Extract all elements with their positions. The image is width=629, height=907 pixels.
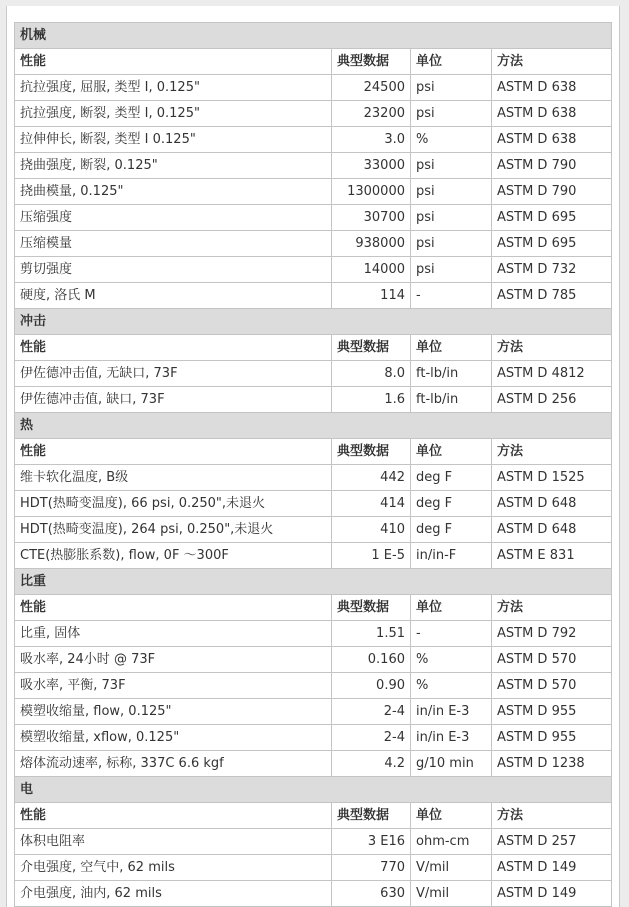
value-cell: 0.90 <box>332 673 411 699</box>
method-cell: ASTM E 831 <box>492 543 612 569</box>
table-row <box>15 101 612 127</box>
unit-cell: V/mil <box>411 881 492 907</box>
property-cell: 吸水率, 平衡, 73F <box>15 673 332 699</box>
method-cell: ASTM D 1525 <box>492 465 612 491</box>
value-cell: 410 <box>332 517 411 543</box>
header-typical-value: 典型数据 <box>332 803 411 829</box>
unit-cell: deg F <box>411 491 492 517</box>
table-row <box>15 283 612 309</box>
header-typical-value: 典型数据 <box>332 439 411 465</box>
unit-cell: deg F <box>411 517 492 543</box>
value-cell: 1300000 <box>332 179 411 205</box>
method-cell: ASTM D 4812 <box>492 361 612 387</box>
unit-cell: psi <box>411 101 492 127</box>
table-row <box>15 257 612 283</box>
value-cell: 1.6 <box>332 387 411 413</box>
section-heading-row <box>15 777 612 803</box>
method-cell: ASTM D 955 <box>492 725 612 751</box>
unit-cell: g/10 min <box>411 751 492 777</box>
unit-cell: in/in E-3 <box>411 725 492 751</box>
section-heading-row <box>15 23 612 49</box>
table-row <box>15 543 612 569</box>
header-method: 方法 <box>492 49 612 75</box>
property-cell: 体积电阻率 <box>15 829 332 855</box>
property-cell: 挠曲模量, 0.125" <box>15 179 332 205</box>
header-unit: 单位 <box>411 439 492 465</box>
header-property: 性能 <box>15 335 332 361</box>
column-header-row <box>15 595 612 621</box>
header-unit: 单位 <box>411 49 492 75</box>
value-cell: 24500 <box>332 75 411 101</box>
table-row <box>15 517 612 543</box>
table-row <box>15 725 612 751</box>
property-cell: 硬度, 洛氏 M <box>15 283 332 309</box>
table-row <box>15 465 612 491</box>
value-cell: 3 E16 <box>332 829 411 855</box>
property-cell: 比重, 固体 <box>15 621 332 647</box>
section-title: 电 <box>15 777 612 803</box>
method-cell: ASTM D 149 <box>492 881 612 907</box>
value-cell: 442 <box>332 465 411 491</box>
section-title: 机械 <box>15 23 612 49</box>
unit-cell: ohm-cm <box>411 829 492 855</box>
method-cell: ASTM D 570 <box>492 673 612 699</box>
table-row <box>15 205 612 231</box>
header-property: 性能 <box>15 49 332 75</box>
method-cell: ASTM D 648 <box>492 491 612 517</box>
section-title: 热 <box>15 413 612 439</box>
property-cell: 压缩模量 <box>15 231 332 257</box>
property-cell: 熔体流动速率, 标称, 337C 6.6 kgf <box>15 751 332 777</box>
document-frame <box>6 6 620 907</box>
table-row <box>15 647 612 673</box>
property-cell: 伊佐德冲击值, 缺口, 73F <box>15 387 332 413</box>
method-cell: ASTM D 256 <box>492 387 612 413</box>
table-row <box>15 621 612 647</box>
property-cell: 剪切强度 <box>15 257 332 283</box>
unit-cell: psi <box>411 205 492 231</box>
unit-cell: - <box>411 283 492 309</box>
unit-cell: psi <box>411 153 492 179</box>
table-row <box>15 699 612 725</box>
property-cell: 介电强度, 油内, 62 mils <box>15 881 332 907</box>
method-cell: ASTM D 785 <box>492 283 612 309</box>
property-cell: 压缩强度 <box>15 205 332 231</box>
unit-cell: V/mil <box>411 855 492 881</box>
unit-cell: % <box>411 647 492 673</box>
value-cell: 33000 <box>332 153 411 179</box>
table-row <box>15 153 612 179</box>
value-cell: 23200 <box>332 101 411 127</box>
value-cell: 1.51 <box>332 621 411 647</box>
header-unit: 单位 <box>411 335 492 361</box>
method-cell: ASTM D 648 <box>492 517 612 543</box>
value-cell: 114 <box>332 283 411 309</box>
method-cell: ASTM D 1238 <box>492 751 612 777</box>
property-cell: 维卡软化温度, B级 <box>15 465 332 491</box>
column-header-row <box>15 803 612 829</box>
header-property: 性能 <box>15 595 332 621</box>
property-cell: 介电强度, 空气中, 62 mils <box>15 855 332 881</box>
unit-cell: in/in E-3 <box>411 699 492 725</box>
column-header-row <box>15 439 612 465</box>
value-cell: 2-4 <box>332 699 411 725</box>
unit-cell: % <box>411 127 492 153</box>
header-unit: 单位 <box>411 595 492 621</box>
unit-cell: deg F <box>411 465 492 491</box>
value-cell: 770 <box>332 855 411 881</box>
method-cell: ASTM D 570 <box>492 647 612 673</box>
unit-cell: ft-lb/in <box>411 361 492 387</box>
method-cell: ASTM D 638 <box>492 101 612 127</box>
value-cell: 8.0 <box>332 361 411 387</box>
section-title: 冲击 <box>15 309 612 335</box>
table-row <box>15 231 612 257</box>
header-method: 方法 <box>492 803 612 829</box>
table-row <box>15 751 612 777</box>
property-cell: 挠曲强度, 断裂, 0.125" <box>15 153 332 179</box>
property-cell: 伊佐德冲击值, 无缺口, 73F <box>15 361 332 387</box>
table-row <box>15 387 612 413</box>
table-row <box>15 361 612 387</box>
header-property: 性能 <box>15 439 332 465</box>
unit-cell: psi <box>411 75 492 101</box>
table-row <box>15 829 612 855</box>
header-property: 性能 <box>15 803 332 829</box>
value-cell: 14000 <box>332 257 411 283</box>
unit-cell: psi <box>411 231 492 257</box>
method-cell: ASTM D 149 <box>492 855 612 881</box>
value-cell: 414 <box>332 491 411 517</box>
value-cell: 4.2 <box>332 751 411 777</box>
property-cell: 拉伸伸长, 断裂, 类型 I 0.125" <box>15 127 332 153</box>
value-cell: 630 <box>332 881 411 907</box>
method-cell: ASTM D 695 <box>492 231 612 257</box>
value-cell: 30700 <box>332 205 411 231</box>
header-typical-value: 典型数据 <box>332 49 411 75</box>
method-cell: ASTM D 695 <box>492 205 612 231</box>
unit-cell: in/in-F <box>411 543 492 569</box>
value-cell: 2-4 <box>332 725 411 751</box>
section-heading-row <box>15 413 612 439</box>
unit-cell: ft-lb/in <box>411 387 492 413</box>
unit-cell: psi <box>411 179 492 205</box>
unit-cell: - <box>411 621 492 647</box>
property-cell: HDT(热畸变温度), 66 psi, 0.250",未退火 <box>15 491 332 517</box>
property-cell: HDT(热畸变温度), 264 psi, 0.250",未退火 <box>15 517 332 543</box>
value-cell: 1 E-5 <box>332 543 411 569</box>
method-cell: ASTM D 638 <box>492 127 612 153</box>
property-cell: CTE(热膨胀系数), flow, 0F ～300F <box>15 543 332 569</box>
header-typical-value: 典型数据 <box>332 595 411 621</box>
column-header-row <box>15 49 612 75</box>
method-cell: ASTM D 790 <box>492 179 612 205</box>
unit-cell: % <box>411 673 492 699</box>
method-cell: ASTM D 790 <box>492 153 612 179</box>
table-row <box>15 673 612 699</box>
header-method: 方法 <box>492 439 612 465</box>
value-cell: 938000 <box>332 231 411 257</box>
header-unit: 单位 <box>411 803 492 829</box>
method-cell: ASTM D 638 <box>492 75 612 101</box>
column-header-row <box>15 335 612 361</box>
header-typical-value: 典型数据 <box>332 335 411 361</box>
method-cell: ASTM D 792 <box>492 621 612 647</box>
table-row <box>15 855 612 881</box>
method-cell: ASTM D 955 <box>492 699 612 725</box>
properties-table <box>14 22 612 907</box>
value-cell: 3.0 <box>332 127 411 153</box>
table-row <box>15 881 612 907</box>
property-cell: 吸水率, 24小时 @ 73F <box>15 647 332 673</box>
method-cell: ASTM D 732 <box>492 257 612 283</box>
table-row <box>15 179 612 205</box>
section-heading-row <box>15 569 612 595</box>
table-row <box>15 75 612 101</box>
property-cell: 抗拉强度, 屈服, 类型 I, 0.125" <box>15 75 332 101</box>
property-cell: 抗拉强度, 断裂, 类型 I, 0.125" <box>15 101 332 127</box>
header-method: 方法 <box>492 335 612 361</box>
table-row <box>15 491 612 517</box>
method-cell: ASTM D 257 <box>492 829 612 855</box>
table-row <box>15 127 612 153</box>
property-cell: 模塑收缩量, xflow, 0.125" <box>15 725 332 751</box>
unit-cell: psi <box>411 257 492 283</box>
section-title: 比重 <box>15 569 612 595</box>
value-cell: 0.160 <box>332 647 411 673</box>
property-cell: 模塑收缩量, flow, 0.125" <box>15 699 332 725</box>
header-method: 方法 <box>492 595 612 621</box>
section-heading-row <box>15 309 612 335</box>
